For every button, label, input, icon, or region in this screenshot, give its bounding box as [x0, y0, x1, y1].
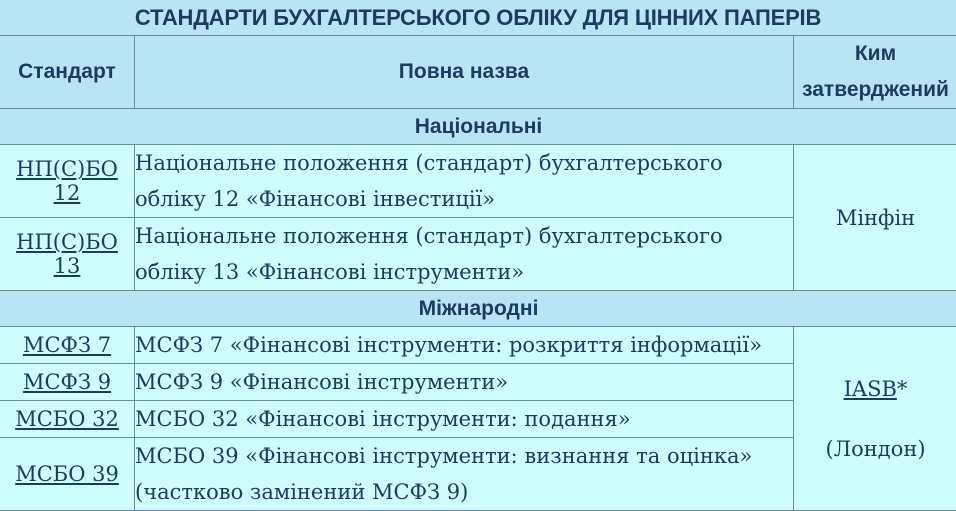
standard-link[interactable]: НП(С)БО 12 — [16, 157, 118, 205]
header-approved-by-line1: Ким — [794, 36, 956, 72]
approver-location: (Лондон) — [794, 419, 956, 479]
approver-cell-international — [794, 327, 956, 511]
approver-cell-national: Мінфін — [794, 145, 956, 291]
section-row-international — [0, 291, 956, 327]
standard-name-cell: МСБО 32 «Фінансові інструменти: подання» — [135, 401, 794, 438]
standard-name-cell: Національне положення (стандарт) бухгалтерського обліку 13 «Фінансові інструменти» — [135, 218, 794, 291]
standard-link[interactable]: МСБО 39 — [15, 462, 119, 486]
standard-link[interactable]: МСФЗ 7 — [23, 333, 111, 357]
table-title: СТАНДАРТИ БУХГАЛТЕРСЬКОГО ОБЛІКУ ДЛЯ ЦІННИХ ПАПЕРІВ — [0, 0, 956, 35]
standard-name-cell: МСФЗ 9 «Фінансові інструменти» — [135, 364, 794, 401]
standard-code-cell — [0, 145, 135, 218]
standard-name-cell: МСФЗ 7 «Фінансові інструменти: розкриття інформації» — [135, 327, 794, 364]
table-row — [0, 327, 956, 364]
iasb-link[interactable]: IASB — [844, 377, 897, 401]
header-approved-by — [794, 36, 956, 109]
standards-table — [0, 35, 956, 511]
standard-link[interactable]: МСБО 32 — [15, 407, 119, 431]
standard-code-cell — [0, 218, 135, 291]
standard-code-cell — [0, 438, 135, 511]
table-row — [0, 145, 956, 218]
footnote-marker: * — [897, 377, 908, 401]
standard-code-cell — [0, 364, 135, 401]
standard-link[interactable]: НП(С)БО 13 — [16, 230, 118, 278]
standard-name-cell: Національне положення (стандарт) бухгалтерського обліку 12 «Фінансові інвестиції» — [135, 145, 794, 218]
approver-iasb-line — [794, 359, 956, 419]
header-standard: Стандарт — [0, 36, 135, 109]
standard-code-cell — [0, 401, 135, 438]
standard-link[interactable]: МСФЗ 9 — [23, 370, 111, 394]
standard-name-cell: МСБО 39 «Фінансові інструменти: визнання та оцінка» (частково замінений МСФЗ 9) — [135, 438, 794, 511]
standard-code-cell — [0, 327, 135, 364]
header-approved-by-line2: затверджений — [794, 72, 956, 108]
header-row — [0, 36, 956, 109]
header-full-name: Повна назва — [135, 36, 794, 109]
section-international-label: Міжнародні — [0, 291, 956, 327]
section-row-national — [0, 109, 956, 145]
section-national-label: Національні — [0, 109, 956, 145]
